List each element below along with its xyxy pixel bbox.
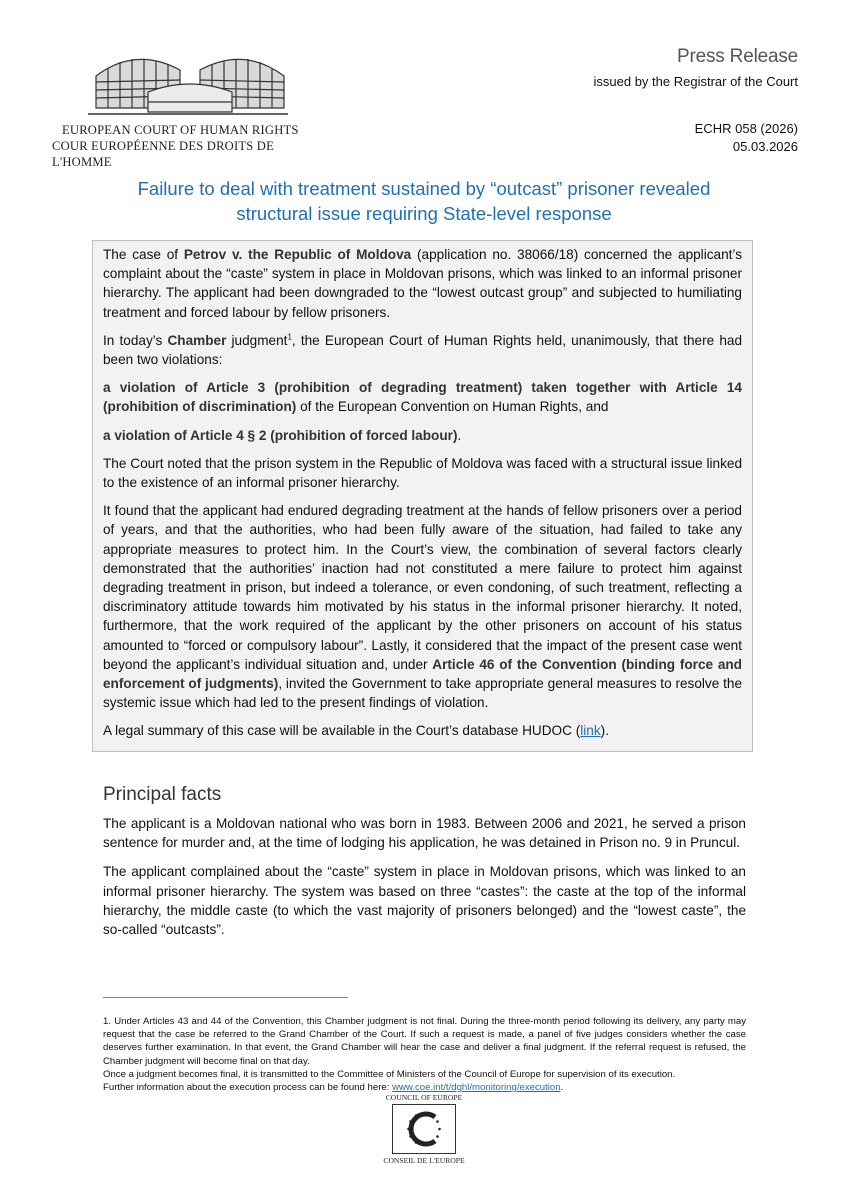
text: judgment xyxy=(226,332,288,348)
reference-number: ECHR 058 (2026) xyxy=(694,121,798,136)
summary-paragraph xyxy=(103,721,742,740)
court-logo xyxy=(52,46,322,170)
text: A legal summary of this case will be available in the Court’s database HUDOC ( xyxy=(103,723,581,739)
council-name-en: COUNCIL OF EUROPE xyxy=(385,1093,463,1102)
summary-paragraph xyxy=(103,501,742,712)
headline-line-1: Failure to deal with treatment sustained by “outcast” prisoner revealed xyxy=(137,178,711,199)
violation-1 xyxy=(103,378,742,416)
footnote-ref[interactable]: 1 xyxy=(287,332,292,342)
council-of-europe-logo xyxy=(378,1093,470,1165)
summary-paragraph xyxy=(103,331,742,369)
text: (application no. 38066/18) concerned the applicant’s complaint about the “caste” system in place in Moldovan prisons, which was linked to an informal prisoner hierarchy. The applicant had been downgraded to the “lowest outcast group” and subjected to humiliating treatment and forced labour by fellow prisoners. xyxy=(103,247,742,320)
text: . xyxy=(457,427,462,443)
reference-block xyxy=(695,120,798,156)
summary-box xyxy=(92,240,753,752)
release-date: 05.03.2026 xyxy=(732,139,798,154)
body-paragraph: The applicant is a Moldovan national who was born in 1983. Between 2006 and 2021, he served a prison sentence for murder and, at the time of lodging his application, he was detained in Prison no. 9 in Pruncul. xyxy=(103,816,746,851)
body-paragraph: The applicant complained about the “caste” system in place in Moldovan prisons, which was linked to an informal prisoner hierarchy. The system was based on three “castes”: the caste at the top of the informal hierarchy, the middle caste (to which the vast majority of prisoners belonged) and the “lowest caste”, the so-called “outcasts”. xyxy=(103,864,746,938)
text: , invited the Government to take appropriate general measures to resolve the systemic issue which had led to the present findings of violation. xyxy=(103,676,743,711)
summary-paragraph xyxy=(103,245,742,322)
footnote-paragraph: 1. Under Articles 43 and 44 of the Convention, this Chamber judgment is not final. During the three-month period following its delivery, any party may request that the case be referred to the Grand Chamber of the Court. If such a request is made, a panel of five judges considers whether the case deserves further examination. In that event, the Grand Chamber will hear the case and deliver a final judgment. If the referral request is refused, the Chamber judgment will become final on that day. xyxy=(103,1016,746,1067)
text: Further information about the execution process can be found here: xyxy=(103,1082,393,1094)
text: ). xyxy=(600,723,609,739)
council-emblem xyxy=(392,1104,456,1154)
court-building-icon xyxy=(88,46,288,118)
footnote xyxy=(103,1015,746,1094)
footnote-paragraph: Once a judgment becomes final, it is transmitted to the Committee of Ministers of the Council of Europe for supervision of its execution. xyxy=(103,1068,676,1080)
court-name-en: EUROPEAN COURT OF HUMAN RIGHTS xyxy=(62,123,299,137)
press-release-header xyxy=(594,46,799,89)
press-title: Press Release xyxy=(677,46,798,67)
text: The case of xyxy=(103,247,184,262)
text: It found that the applicant had endured degrading treatment at the hands of fellow prisoners over a period of years, and that the authorities, who had been fully aware of the situation, had failed to take any appropriate measures to protect him. In the Court’s view, the combination of several factors clearly demonstrated that the authorities’ inaction had not constituted a mere failure to protect him against degrading treatment in prison, but indeed a tolerance, or even condoning, of such treatment, reflecting a discriminatory attitude towards him motivated by his status in the informal prisoner hierarchy. It noted, furthermore, that the work required of the applicant by the other prisoners on account of his status amounted to “forced or compulsory labour”. Lastly, it considered that the impact of the present case went beyond the applicant’s individual situation and, under xyxy=(103,503,742,672)
text: , the European Court of Human Rights held, unanimously, that there had been two violations: xyxy=(103,332,743,368)
chamber-label: Chamber xyxy=(167,332,227,348)
council-emblem-icon xyxy=(401,1109,447,1149)
summary-paragraph: The Court noted that the prison system in the Republic of Moldova was faced with a structural issue linked to the existence of an informal prisoner hierarchy. xyxy=(103,455,742,491)
text: of the European Convention on Human Rights, and xyxy=(296,399,609,415)
violation-text: a violation of Article 4 § 2 (prohibition of forced labour) xyxy=(103,427,458,443)
execution-link[interactable]: www.coe.int/t/dghl/monitoring/execution xyxy=(392,1082,561,1094)
text: . xyxy=(560,1082,564,1094)
text: In today’s xyxy=(103,332,168,348)
violation-text: a violation of Article 3 (prohibition of degrading treatment) taken together with Article 14 (prohibition of discrimination) xyxy=(103,380,742,415)
headline xyxy=(80,176,768,226)
court-name-fr: COUR EUROPÉENNE DES DROITS DE L'HOMME xyxy=(52,139,274,169)
hudoc-link[interactable]: link xyxy=(580,723,601,739)
footnote-divider xyxy=(103,997,348,998)
article-46-text: Article 46 of the Convention (binding force and enforcement of judgments) xyxy=(103,656,742,692)
principal-facts-body xyxy=(103,814,746,949)
headline-line-2: structural issue requiring State-level response xyxy=(236,203,612,224)
council-name-fr: CONSEIL DE L'EUROPE xyxy=(383,1156,465,1165)
section-title-principal-facts: Principal facts xyxy=(103,784,222,805)
violation-2 xyxy=(103,426,742,445)
case-name: Petrov v. the Republic of Moldova xyxy=(183,247,412,262)
press-subtitle: issued by the Registrar of the Court xyxy=(593,74,798,89)
